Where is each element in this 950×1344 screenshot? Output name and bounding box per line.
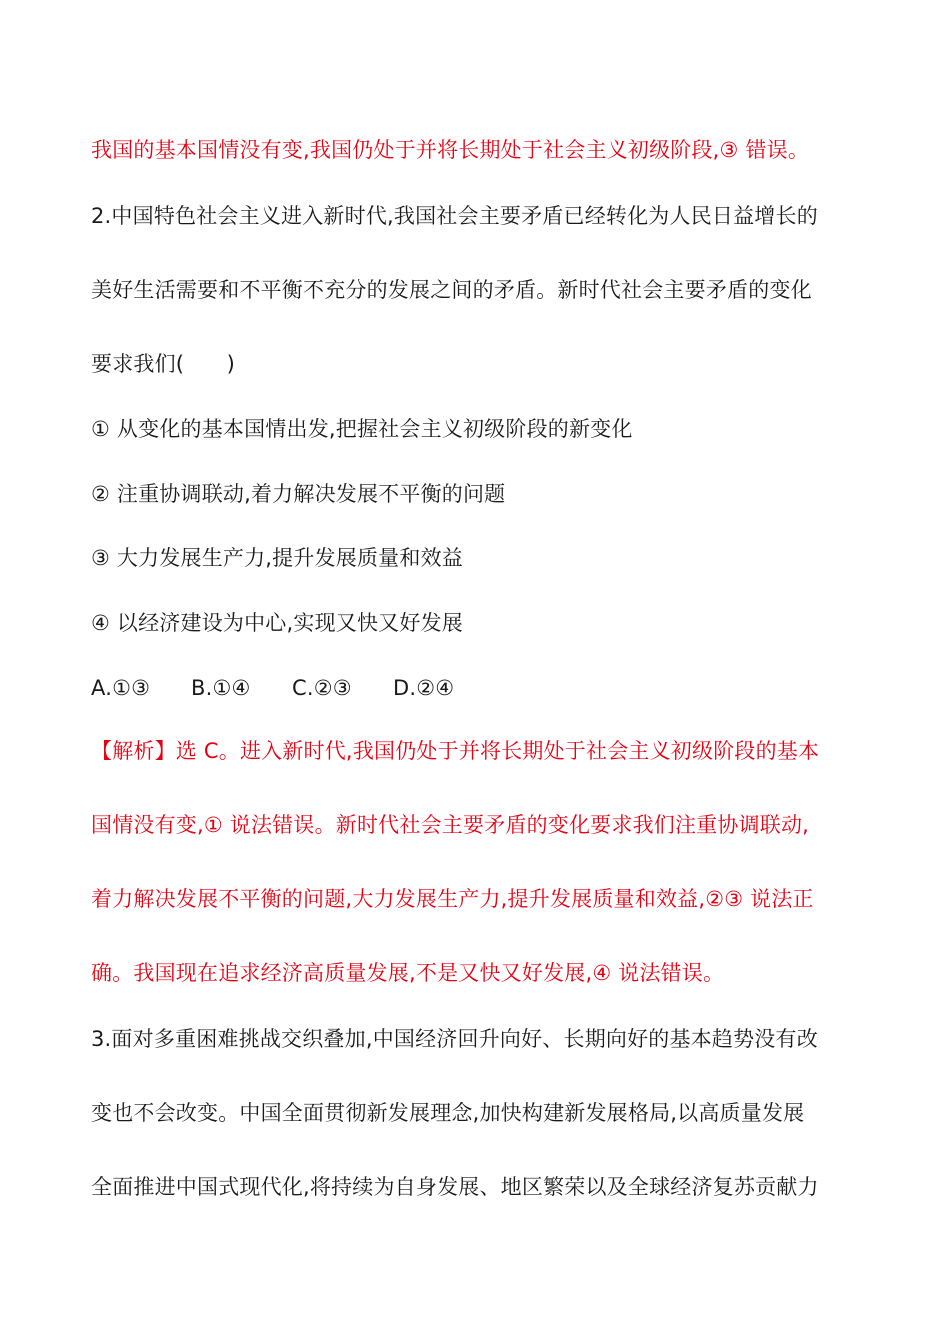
q2-statement-2: ② 注重协调联动,着力解决发展不平衡的问题 <box>91 482 506 506</box>
q2-analysis-line-2: 国情没有变,① 说法错误。新时代社会主要矛盾的变化要求我们注重协调联动, <box>91 813 810 837</box>
q2-stem-line-3: 要求我们( ) <box>91 352 235 376</box>
q2-analysis-line-1: 【解析】选 C。进入新时代,我国仍处于并将长期处于社会主义初级阶段的基本 <box>91 739 820 763</box>
choice-a: A.①③ <box>91 676 151 700</box>
q2-statement-3: ③ 大力发展生产力,提升发展质量和效益 <box>91 546 463 570</box>
choice-c: C.②③ <box>292 676 352 700</box>
prev-analysis-tail: 我国的基本国情没有变,我国仍处于并将长期处于社会主义初级阶段,③ 错误。 <box>91 138 810 162</box>
q2-stem-line-2: 美好生活需要和不平衡不充分的发展之间的矛盾。新时代社会主要矛盾的变化 <box>91 278 812 302</box>
choice-d: D.②④ <box>393 676 455 700</box>
q2-statement-4: ④ 以经济建设为中心,实现又快又好发展 <box>91 611 463 635</box>
q2-statement-1: ① 从变化的基本国情出发,把握社会主义初级阶段的新变化 <box>91 417 633 441</box>
q2-choices <box>91 674 454 702</box>
q3-stem-line-2: 变也不会改变。中国全面贯彻新发展理念,加快构建新发展格局,以高质量发展 <box>91 1101 805 1125</box>
q2-analysis-line-4: 确。我国现在追求经济高质量发展,不是又快又好发展,④ 说法错误。 <box>91 961 725 985</box>
q3-stem-line-3: 全面推进中国式现代化,将持续为自身发展、地区繁荣以及全球经济复苏贡献力 <box>91 1175 819 1199</box>
q3-stem-line-1: 3.面对多重困难挑战交织叠加,中国经济回升向好、长期向好的基本趋势没有改 <box>91 1027 818 1051</box>
q2-stem-line-1: 2.中国特色社会主义进入新时代,我国社会主要矛盾已经转化为人民日益增长的 <box>91 204 818 228</box>
choice-b: B.①④ <box>191 676 251 700</box>
q2-analysis-line-3: 着力解决发展不平衡的问题,大力发展生产力,提升发展质量和效益,②③ 说法正 <box>91 887 814 911</box>
